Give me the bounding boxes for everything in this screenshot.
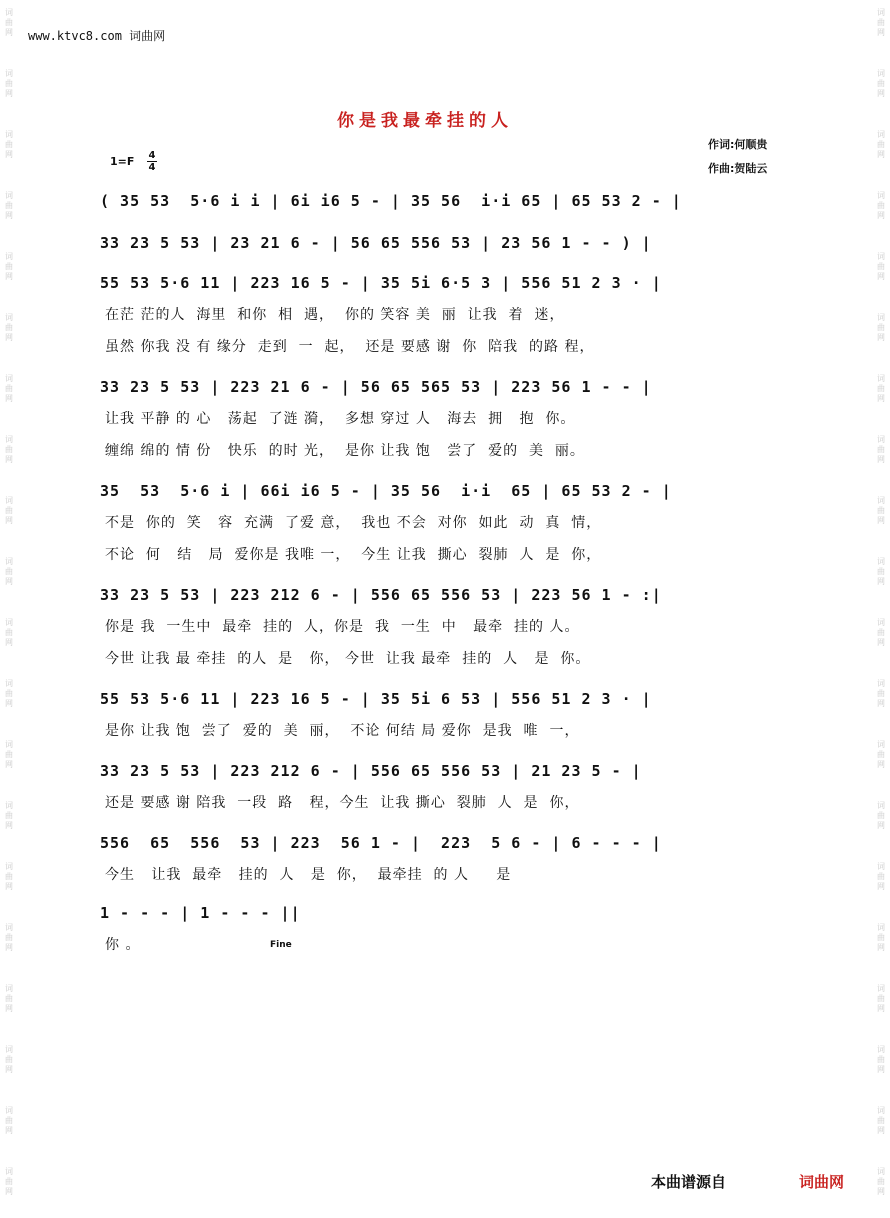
notation-row: 33 23 5 53 | 223 21 6 - | 56 65 565 53 | 223 56 1 - - | (100, 378, 652, 396)
notation-row: 55 53 5·6 11 | 223 16 5 - | 35 5i 6 53 | 556 51 2 3 · | (100, 690, 652, 708)
lyricist-credit: 作词:何顺贵 (708, 138, 768, 151)
watermark-text: 词 曲 网 (877, 618, 885, 647)
time-signature-bottom: 4 (148, 162, 156, 173)
notation-row: 33 23 5 53 | 223 212 6 - | 556 65 556 53 | 223 56 1 - :| (100, 586, 662, 604)
time-signature (147, 150, 157, 173)
watermark-text: 词 曲 网 (5, 740, 13, 769)
notation-row: 1 - - - | 1 - - - || (100, 904, 301, 922)
watermark-text: 词 曲 网 (5, 1106, 13, 1135)
watermark-text: 词 曲 网 (5, 679, 13, 708)
watermark-text: 词 曲 网 (5, 1045, 13, 1074)
lyric-row: 是你 让我 饱 尝了 爱的 美 丽， 不论 何结 局 爱你 是我 唯 一， (105, 723, 580, 739)
watermark-text: 词 曲 网 (5, 69, 13, 98)
watermark-text: 词 曲 网 (877, 1045, 885, 1074)
lyric-row: 不是 你的 笑 容 充满 了爱 意， 我也 不会 对你 如此 动 真 情， (105, 515, 602, 531)
watermark-text: 词 曲 网 (5, 435, 13, 464)
watermark-text: 词 曲 网 (877, 679, 885, 708)
watermark-text: 词 曲 网 (5, 862, 13, 891)
notation-row: ( 35 53 5·6 i i | 6i i6 5 - | 35 56 i·i 65 | 65 53 2 - | (100, 192, 682, 210)
song-title: 你是我最牵挂的人 (337, 111, 513, 131)
watermark-text: 词 曲 网 (877, 557, 885, 586)
lyric-row: 你 。 (105, 937, 141, 953)
watermark-text: 词 曲 网 (877, 252, 885, 281)
watermark-text: 词 曲 网 (5, 923, 13, 952)
fine-mark: Fine (270, 940, 292, 950)
watermark-text: 词 曲 网 (5, 130, 13, 159)
watermark-text: 词 曲 网 (5, 191, 13, 220)
watermark-text: 词 曲 网 (5, 618, 13, 647)
lyric-row: 不论 何 结 局 爱你是 我唯 一， 今生 让我 撕心 裂肺 人 是 你， (105, 547, 602, 563)
watermark-text: 词 曲 网 (877, 801, 885, 830)
footer-source: 本曲谱源自 (651, 1173, 727, 1191)
watermark-text: 词 曲 网 (877, 374, 885, 403)
lyric-row: 让我 平静 的 心 荡起 了涟 漪， 多想 穿过 人 海去 拥 抱 你。 (105, 411, 576, 427)
watermark-text: 词 曲 网 (877, 69, 885, 98)
site-url[interactable]: www.ktvc8.com 词曲网 (28, 29, 166, 43)
notation-row: 556 65 556 53 | 223 56 1 - | 223 5 6 - | 6 - - - | (100, 834, 662, 852)
watermark-text: 词 曲 网 (877, 313, 885, 342)
lyric-row: 还是 要感 谢 陪我 一段 路 程，今生 让我 撕心 裂肺 人 是 你， (105, 795, 580, 811)
watermark-text: 词 曲 网 (5, 1167, 13, 1196)
notation-row: 33 23 5 53 | 223 212 6 - | 556 65 556 53 | 21 23 5 - | (100, 762, 642, 780)
watermark-text: 词 曲 网 (877, 923, 885, 952)
lyric-row: 在茫 茫的人 海里 和你 相 遇， 你的 笑容 美 丽 让我 着 迷， (105, 307, 565, 323)
watermark-text: 词 曲 网 (877, 862, 885, 891)
key-signature: 1=F (110, 155, 135, 168)
watermark-text: 词 曲 网 (877, 8, 885, 37)
notation-row: 35 53 5·6 i | 66i i6 5 - | 35 56 i·i 65 | 65 53 2 - | (100, 482, 672, 500)
watermark-text: 词 曲 网 (5, 8, 13, 37)
time-signature-top: 4 (148, 150, 156, 161)
watermark-text: 词 曲 网 (5, 313, 13, 342)
watermark-text: 词 曲 网 (5, 984, 13, 1013)
watermark-column-right (872, 0, 890, 1218)
lyric-row: 虽然 你我 没 有 缘分 走到 一 起， 还是 要感 谢 你 陪我 的路 程， (105, 339, 595, 355)
watermark-text: 词 曲 网 (877, 435, 885, 464)
watermark-text: 词 曲 网 (877, 1167, 885, 1196)
watermark-text: 词 曲 网 (877, 130, 885, 159)
footer-brand[interactable]: 词曲网 (799, 1173, 845, 1191)
watermark-text: 词 曲 网 (877, 1106, 885, 1135)
watermark-text: 词 曲 网 (877, 984, 885, 1013)
watermark-text: 词 曲 网 (5, 374, 13, 403)
watermark-text: 词 曲 网 (5, 496, 13, 525)
watermark-text: 词 曲 网 (877, 740, 885, 769)
watermark-text: 词 曲 网 (877, 191, 885, 220)
notation-row: 55 53 5·6 11 | 223 16 5 - | 35 5i 6·5 3 | 556 51 2 3 · | (100, 274, 662, 292)
watermark-text: 词 曲 网 (877, 496, 885, 525)
watermark-text: 词 曲 网 (5, 801, 13, 830)
watermark-text: 词 曲 网 (5, 252, 13, 281)
lyric-row: 缠绵 绵的 情 份 快乐 的时 光， 是你 让我 饱 尝了 爱的 美 丽。 (105, 443, 585, 459)
lyric-row: 你是 我 一生中 最牵 挂的 人，你是 我 一生 中 最牵 挂的 人。 (105, 619, 580, 635)
lyric-row: 今世 让我 最 牵挂 的人 是 你， 今世 让我 最牵 挂的 人 是 你。 (105, 651, 591, 667)
watermark-column-left (0, 0, 18, 1218)
composer-credit: 作曲:贺陆云 (708, 162, 768, 175)
notation-row: 33 23 5 53 | 23 21 6 - | 56 65 556 53 | 23 56 1 - - ) | (100, 234, 652, 252)
lyric-row: 今生 让我 最牵 挂的 人 是 你， 最牵挂 的 人 是 (105, 867, 512, 883)
watermark-text: 词 曲 网 (5, 557, 13, 586)
